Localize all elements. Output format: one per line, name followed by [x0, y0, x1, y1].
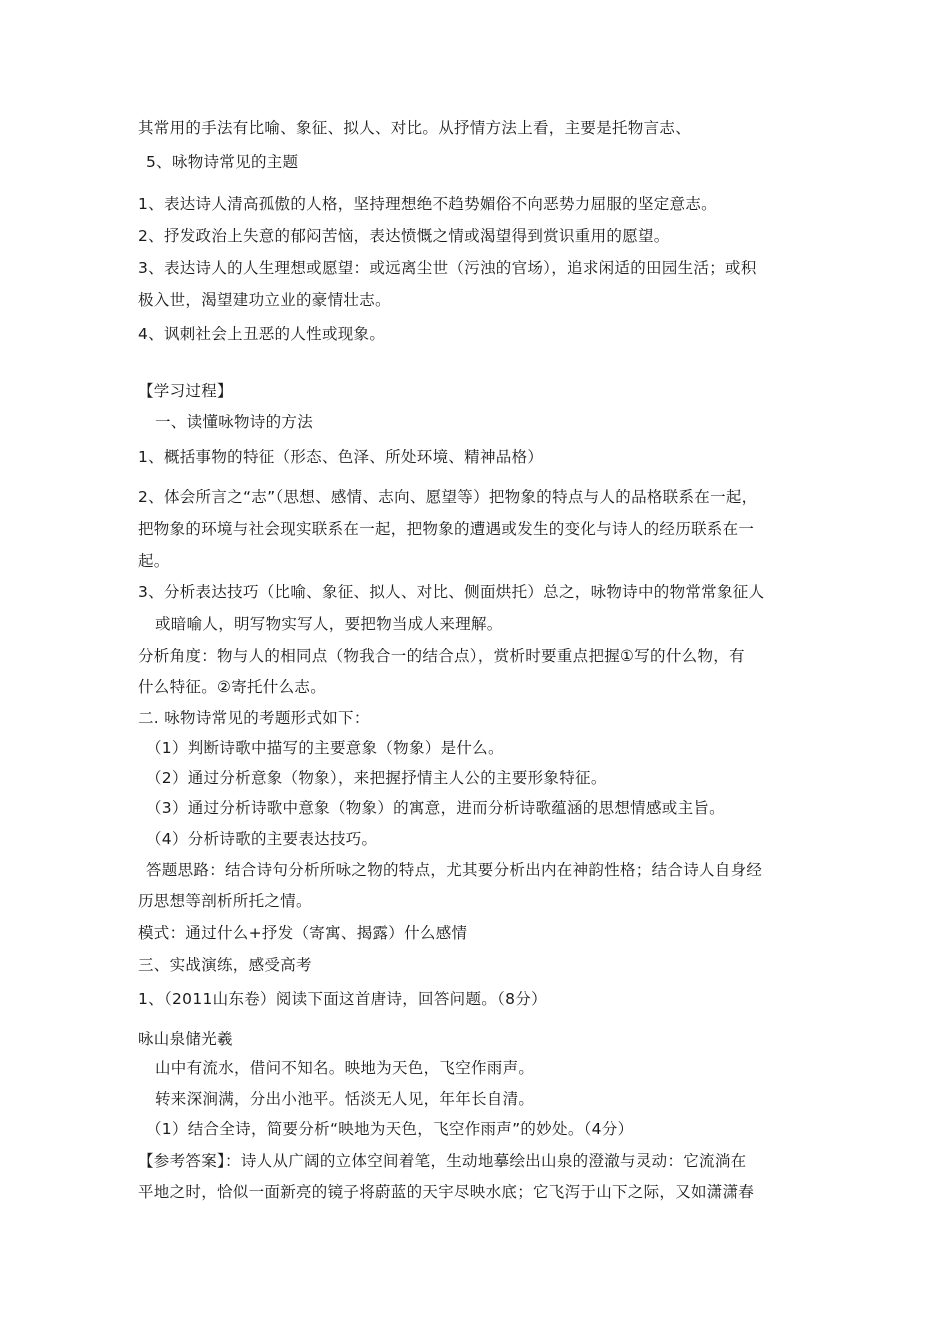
- section-heading: 5、咏物诗常见的主题: [146, 153, 299, 171]
- text-line: 什么特征。②寄托什么志。: [138, 678, 326, 696]
- text-line: 模式：通过什么+抒发（寄寓、揭露）什么感情: [138, 924, 468, 942]
- section-heading: 二. 咏物诗常见的考题形式如下：: [138, 709, 370, 727]
- text-line: 1、（2011山东卷）阅读下面这首唐诗，回答问题。（8分）: [138, 990, 547, 1008]
- text-line: 2、体会所言之“志”（思想、感情、志向、愿望等）把物象的特点与人的品格联系在一起，: [138, 488, 758, 506]
- list-item: （1）判断诗歌中描写的主要意象（物象）是什么。: [146, 739, 504, 757]
- text-line: 或暗喻人，明写物实写人，要把物当成人来理解。: [155, 615, 503, 633]
- text-line: 1、表达诗人清高孤傲的人格，坚持理想绝不趋势媚俗不向恶势力屈服的坚定意志。: [138, 195, 717, 213]
- text-line: 2、抒发政治上失意的郁闷苦恼，表达愤慨之情或渴望得到赏识重用的愿望。: [138, 227, 670, 245]
- poem-title: 咏山泉储光羲: [138, 1030, 233, 1048]
- text-line: 1、概括事物的特征（形态、色泽、所处环境、精神品格）: [138, 448, 544, 466]
- text-line: 其常用的手法有比喻、象征、拟人、对比。从抒情方法上看，主要是托物言志、: [138, 119, 692, 137]
- text-line: 把物象的环境与社会现实联系在一起，把物象的遭遇或发生的变化与诗人的经历联系在一: [138, 520, 755, 538]
- text-line: 答题思路：结合诗句分析所咏之物的特点，尤其要分析出内在神韵性格；结合诗人自身经: [146, 861, 763, 879]
- question-line: （1）结合全诗，简要分析“映地为天色，飞空作雨声”的妙处。（4分）: [146, 1120, 634, 1138]
- text-line: 3、表达诗人的人生理想或愿望：或远离尘世（污浊的官场），追求闲适的田园生活；或积: [138, 259, 757, 277]
- text-line: 3、分析表达技巧（比喻、象征、拟人、对比、侧面烘托）总之，咏物诗中的物常常象征人: [138, 583, 765, 601]
- poem-line: 山中有流水，借问不知名。映地为天色，飞空作雨声。: [155, 1059, 535, 1077]
- answer-line: 平地之时，恰似一面新亮的镜子将蔚蓝的天宇尽映水底；它飞泻于山下之际，又如潇潇春: [138, 1183, 755, 1201]
- text-line: 4、讽刺社会上丑恶的人性或现象。: [138, 325, 386, 343]
- section-heading: 三、实战演练，感受高考: [138, 956, 312, 974]
- poem-line: 转来深涧满，分出小池平。恬淡无人见，年年长自清。: [155, 1090, 535, 1108]
- section-heading: 【学习过程】: [138, 382, 233, 400]
- text-line: 历思想等剖析所托之情。: [138, 892, 312, 910]
- list-item: （2）通过分析意象（物象），来把握抒情主人公的主要形象特征。: [146, 769, 607, 787]
- text-line: 起。: [138, 552, 170, 570]
- text-line: 分析角度：物与人的相同点（物我合一的结合点），赏析时要重点把握①写的什么物，有: [138, 647, 745, 665]
- list-item: （3）通过分析诗歌中意象（物象）的寓意，进而分析诗歌蕴涵的思想情感或主旨。: [146, 799, 725, 817]
- section-heading: 一、读懂咏物诗的方法: [155, 413, 314, 431]
- answer-line: 【参考答案】：诗人从广阔的立体空间着笔，生动地摹绘出山泉的澄澈与灵动：它流淌在: [138, 1152, 747, 1170]
- list-item: （4）分析诗歌的主要表达技巧。: [146, 830, 378, 848]
- text-line: 极入世，渴望建功立业的豪情壮志。: [138, 291, 391, 309]
